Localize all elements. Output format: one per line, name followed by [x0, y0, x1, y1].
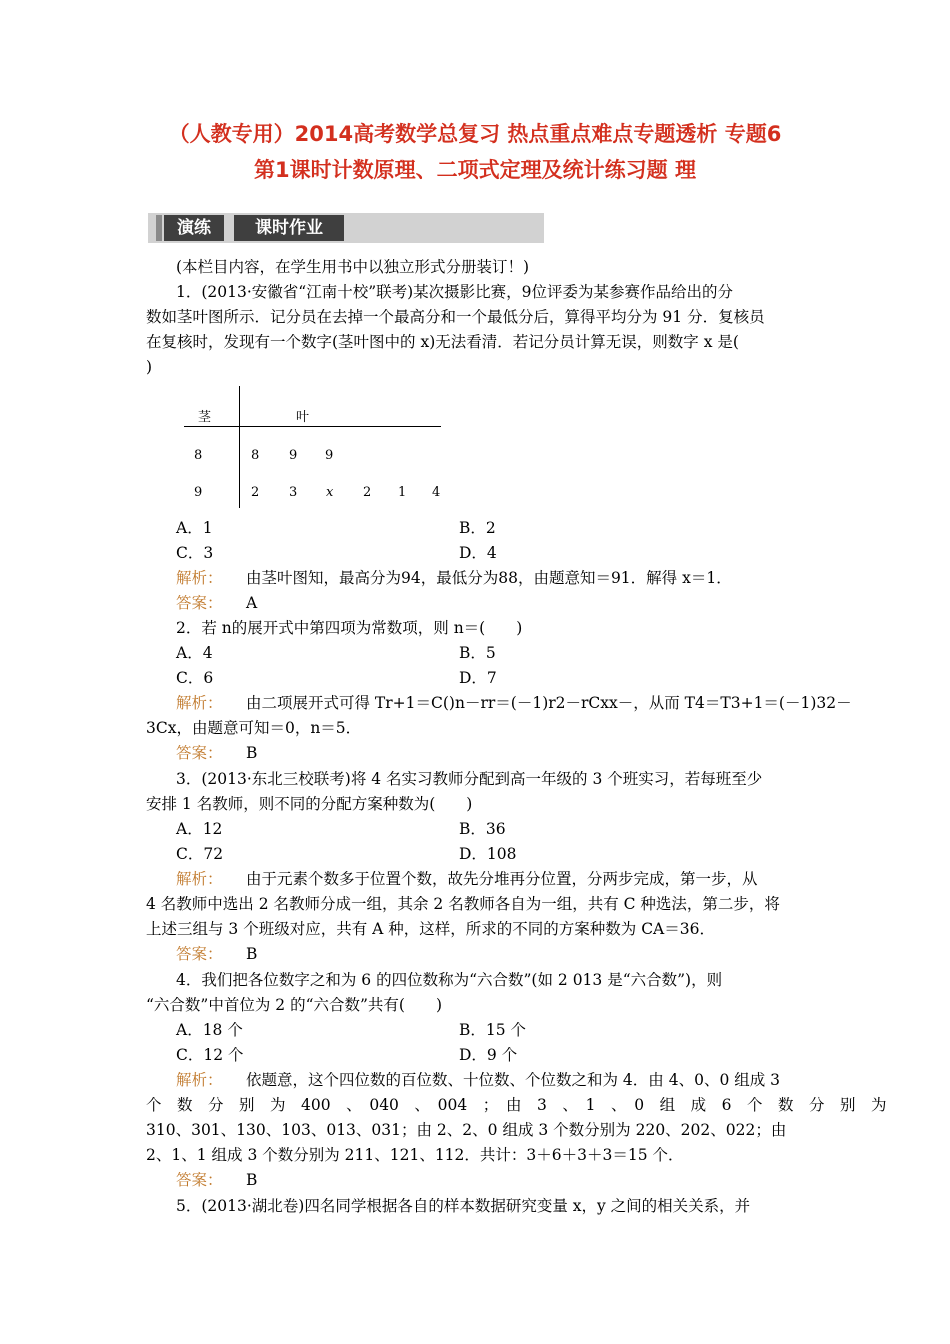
- q4-option-d: D．9 个: [459, 1046, 518, 1064]
- q4-line-1: 4．我们把各位数字之和为 6 的四位数称为“六合数”(如 2 013 是“六合数”)，则: [176, 971, 723, 989]
- row1-leaf: 8: [251, 448, 260, 463]
- q1-option-d: D．4: [459, 544, 497, 562]
- q1-option-a: A．1: [176, 519, 213, 537]
- q3-line-1: 3．(2013·东北三校联考)将 4 名实习教师分配到高一年级的 3 个班实习，若每班至少: [176, 770, 763, 788]
- q1-analysis-label: 解析：: [176, 569, 223, 587]
- q4-analysis-line-4: 2、1、1 组成 3 个数分别为 211、121、112．共计：3＋6＋3＋3＝15 个．: [146, 1146, 684, 1164]
- q4-option-b: B．15 个: [459, 1021, 527, 1039]
- q1-option-b: B．2: [459, 519, 496, 537]
- q1-option-c: C．3: [176, 544, 214, 562]
- q2-option-a: A．4: [176, 644, 213, 662]
- banner-left-label: 演练: [164, 215, 224, 241]
- q4-analysis-line-1: 依题意，这个四位数的百位数、十位数、个位数之和为 4．由 4、0、0 组成 3: [246, 1071, 781, 1089]
- q5-line-1: 5．(2013·湖北卷)四名同学根据各自的样本数据研究变量 x，y 之间的相关关系，并: [176, 1197, 751, 1215]
- section-note: (本栏目内容，在学生用书中以独立形式分册装订！): [176, 258, 530, 276]
- row2-leaf: 3: [289, 485, 298, 500]
- doc-title-line1: （人教专用）2014高考数学总复习 热点重点难点专题透析 专题6: [168, 122, 782, 146]
- q3-analysis-label: 解析：: [176, 870, 223, 888]
- row2-leaf: 4: [432, 485, 441, 500]
- q4-option-a: A．18 个: [176, 1021, 243, 1039]
- banner-right-label: 课时作业: [234, 215, 344, 241]
- table-horizontal-rule: [184, 426, 441, 427]
- q3-analysis-line-3: 上述三组与 3 个班级对应，共有 A 种，这样，所求的不同的方案种数为 CA＝36．: [146, 920, 715, 938]
- section-banner: [148, 213, 544, 243]
- q4-answer: B: [246, 1171, 258, 1189]
- row2-leaf: 2: [251, 485, 260, 500]
- row2-leaf: 1: [398, 485, 407, 500]
- row1-leaf: 9: [325, 448, 334, 463]
- q3-option-a: A．12: [176, 820, 223, 838]
- q1-line-2: 数如茎叶图所示．记分员在去掉一个最高分和一个最低分后，算得平均分为 91 分．复核员: [146, 308, 765, 326]
- row1-leaf: 9: [289, 448, 298, 463]
- q1-answer-label: 答案：: [176, 594, 223, 612]
- q4-analysis-line-3: 310、301、130、103、013、031；由 2、2、0 组成 3 个数分别为 220、202、022；由: [146, 1121, 787, 1139]
- header-stem: 茎: [198, 410, 212, 425]
- q3-answer-label: 答案：: [176, 945, 223, 963]
- q1-analysis: 由茎叶图知，最高分为94，最低分为88，由题意知＝91．解得 x＝1．: [246, 569, 732, 587]
- q3-option-d: D．108: [459, 845, 517, 863]
- header-leaf: 叶: [296, 410, 310, 425]
- q4-analysis-label: 解析：: [176, 1071, 223, 1089]
- q2-analysis-line-2: 3Cx，由题意可知＝0，n＝5．: [146, 719, 362, 737]
- q2-analysis-label: 解析：: [176, 694, 223, 712]
- q3-option-c: C．72: [176, 845, 224, 863]
- q4-answer-label: 答案：: [176, 1171, 223, 1189]
- q1-line-3: 在复核时，发现有一个数字(茎叶图中的 x)无法看清．若记分员计算无误，则数字 x 是(: [146, 333, 739, 351]
- table-vertical-rule: [239, 386, 240, 508]
- q2-analysis-line-1: 由二项展开式可得 Tr+1＝C()n－rr＝(－1)r2－rCxx－，从而 T4＝T3+1＝(－1)32－: [246, 694, 852, 712]
- q2-option-d: D．7: [459, 669, 497, 687]
- q2-option-c: C．6: [176, 669, 214, 687]
- row2-leaf: 2: [363, 485, 372, 500]
- q3-analysis-line-1: 由于元素个数多于位置个数，故先分堆再分位置，分两步完成，第一步，从: [246, 870, 758, 888]
- row1-stem: 8: [194, 448, 203, 463]
- row2-leaf: x: [326, 485, 334, 500]
- q3-option-b: B．36: [459, 820, 506, 838]
- q4-option-c: C．12 个: [176, 1046, 244, 1064]
- q3-analysis-line-2: 4 名教师中选出 2 名教师分成一组，其余 2 名教师各自为一组，共有 C 种选法，第二步，将: [146, 895, 780, 913]
- q2-answer-label: 答案：: [176, 744, 223, 762]
- q3-answer: B: [246, 945, 258, 963]
- doc-title-line2: 第1课时计数原理、二项式定理及统计练习题 理: [254, 158, 696, 182]
- q4-analysis-line-2: 个 数 分 别 为 400 、 040 、 004 ； 由 3 、 1 、 0 组 成 6 个 数 分 别 为: [146, 1096, 887, 1114]
- q2-answer: B: [246, 744, 258, 762]
- q1-answer: A: [246, 594, 258, 612]
- row2-stem: 9: [194, 485, 203, 500]
- q2-stem: 2．若 n的展开式中第四项为常数项，则 n＝( ): [176, 619, 523, 637]
- banner-stripe: [156, 215, 162, 241]
- q1-line-1: 1．(2013·安徽省“江南十校”联考)某次摄影比赛，9位评委为某参赛作品给出的分: [176, 283, 734, 301]
- q2-option-b: B．5: [459, 644, 496, 662]
- q1-line-4: ): [146, 358, 153, 376]
- q4-line-2: “六合数”中首位为 2 的“六合数”共有( ): [146, 996, 443, 1014]
- q3-line-2: 安排 1 名教师，则不同的分配方案种数为( ): [146, 795, 473, 813]
